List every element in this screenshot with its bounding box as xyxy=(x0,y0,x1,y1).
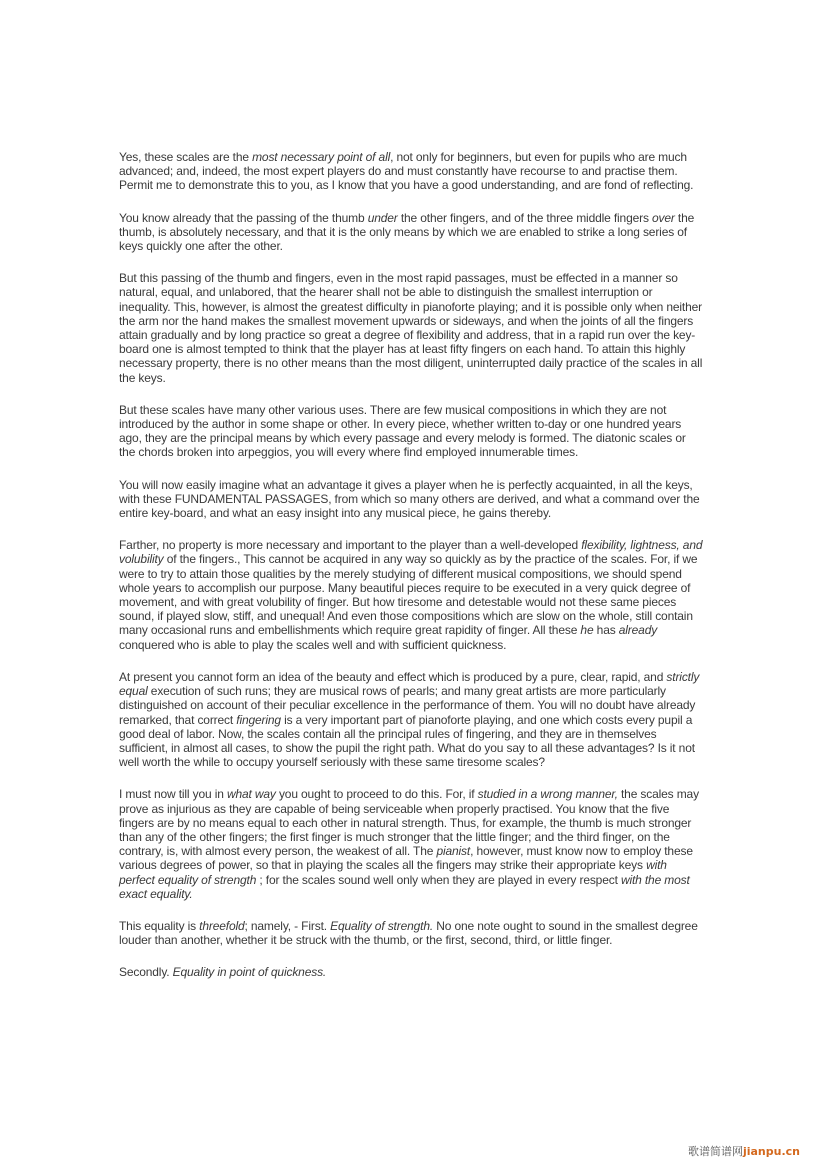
emphasis-text: flexibility, lightness, and volubility xyxy=(119,538,703,567)
site-watermark xyxy=(688,1143,800,1159)
emphasis-text: most necessary point of all xyxy=(252,150,391,164)
paragraph: I must now till you in what way you ought to proceed to do this. For, if studied in a wrong manner, the scales may prove as injurious as they are capable of being serviceable when properly practised. You know that the five fingers are by no means equal to each other in natural strength. Thus, for example, the thumb is much stronger than any of the other fingers; the first finger is much stronger that the little finger; and the third finger, on the contrary, is, with almost every person, the weakest of all. The pianist, however, must know now to employ these various degrees of power, so that in playing the scales all the fingers may strike their appropriate keys with perfect equality of strength ; for the scales sound well only when they are played in every respect with the most exact equality. xyxy=(119,787,699,901)
paragraph: You know already that the passing of the thumb under the other fingers, and of the three middle fingers over the thumb, is absolutely necessary, and that it is the only means by which we are enabled to strike a long series of keys quickly one after the other. xyxy=(119,210,695,254)
watermark-url: jianpu.cn xyxy=(742,1145,800,1158)
paragraph: Farther, no property is more necessary and important to the player than a well-developed flexibility, lightness, and volubility of the fingers., This cannot be acquired in any way so quickly as by the practice of the scales. For, if we were to try to attain those qualities by the merely studying of different musical compositions, we should spend whole years to accomplish our purpose. Many beautiful pieces require to be executed in a very quick degree of movement, and with great volubility of finger. But how tiresome and detestable would not these same pieces sound, if played slow, stiff, and unequal! And even those compositions which are slow on the whole, still contain many occasional runs and embellishments which require great rapidity of finger. All these he has already conquered who is able to play the scales well and with sufficient quickness. xyxy=(119,538,703,652)
emphasis-text: pianist xyxy=(436,844,471,859)
paragraph: You will now easily imagine what an advantage it gives a player when he is perfectly acquainted, in all the keys, with these FUNDAMENTAL PASSAGES, from which so many others are derived, and what a command over the entire key-board, and what an easy insight into any musical piece, he gains thereby. xyxy=(119,477,700,521)
emphasis-text: already xyxy=(618,623,658,638)
document-body xyxy=(119,150,705,998)
paragraph: Yes, these scales are the most necessary point of all, not only for beginners, but even for pupils who are much advanced; and, indeed, the most expert players do and must constantly have recourse to and practise them. Permit me to demonstrate this to you, as I know that you have a good understanding, and are fond of reflecting. xyxy=(119,150,694,193)
paragraph: Secondly. Equality in point of quickness. xyxy=(119,965,327,980)
paragraph: But this passing of the thumb and fingers, even in the most rapid passages, must be effected in a manner so natural, equal, and unlabored, that the hearer shall not be able to distinguish the smallest interruption or inequality. This, however, is almost the greatest difficulty in pianoforte playing; and it is possible only when neither the arm nor the hand makes the smallest movement upwards or sideways, and when the joints of all the fingers attain gradually and by long practice so great a degree of flexibility and address, that in a rapid run over the key-board one is almost tempted to think that the player has at least fifty fingers on each hand. To attain this highly necessary property, there is no other means than the most diligent, uninterrupted daily practice of the scales in all the keys. xyxy=(119,271,703,385)
emphasis-text: threefold xyxy=(199,918,245,933)
emphasis-text: fingering xyxy=(236,712,281,727)
emphasis-text: Equality of strength. xyxy=(330,918,434,933)
emphasis-text: with the most exact equality. xyxy=(119,872,690,901)
emphasis-text: with perfect equality of strength xyxy=(119,858,667,887)
emphasis-text: what way xyxy=(226,787,276,802)
emphasis-text: under xyxy=(367,210,398,225)
paragraph: But these scales have many other various uses. There are few musical compositions in which they are not introduced by the author in some shape or other. In every piece, whether written to-day or one hundred years ago, they are the principal means by which every passage and every melody is formed. The diatonic scales or the chords broken into arpeggios, you will every where find employed innumerable times. xyxy=(119,402,686,460)
emphasis-text: Equality in point of quickness. xyxy=(172,965,327,980)
paragraph: At present you cannot form an idea of the beauty and effect which is produced by a pure, clear, rapid, and strictly equal execution of such runs; they are musical rows of pearls; and many great artists are more particularly distinguished on account of their peculiar excellence in the performance of them. You will no doubt have already remarked, that correct fingering is a very important part of pianoforte playing, and one which costs every pupil a good deal of labor. Now, the scales contain all the principal rules of fingering, and they are in themselves sufficient, in almost all cases, to show the pupil the right path. What do you say to all these advantages? Is it not well worth the while to occupy yourself seriously with these same tiresome scales? xyxy=(119,669,700,770)
emphasis-text: over xyxy=(652,210,675,225)
watermark-site-name: 歌谱简谱网 xyxy=(687,1145,743,1158)
emphasis-text: studied in a wrong manner, xyxy=(477,787,618,802)
emphasis-text: strictly equal xyxy=(119,669,700,699)
paragraph: This equality is threefold; namely, - First. Equality of strength. No one note ought to sound in the smallest degree louder than another, whether it be struck with the thumb, or the first, second, third, or little finger. xyxy=(119,918,698,948)
emphasis-text: he xyxy=(580,623,594,638)
